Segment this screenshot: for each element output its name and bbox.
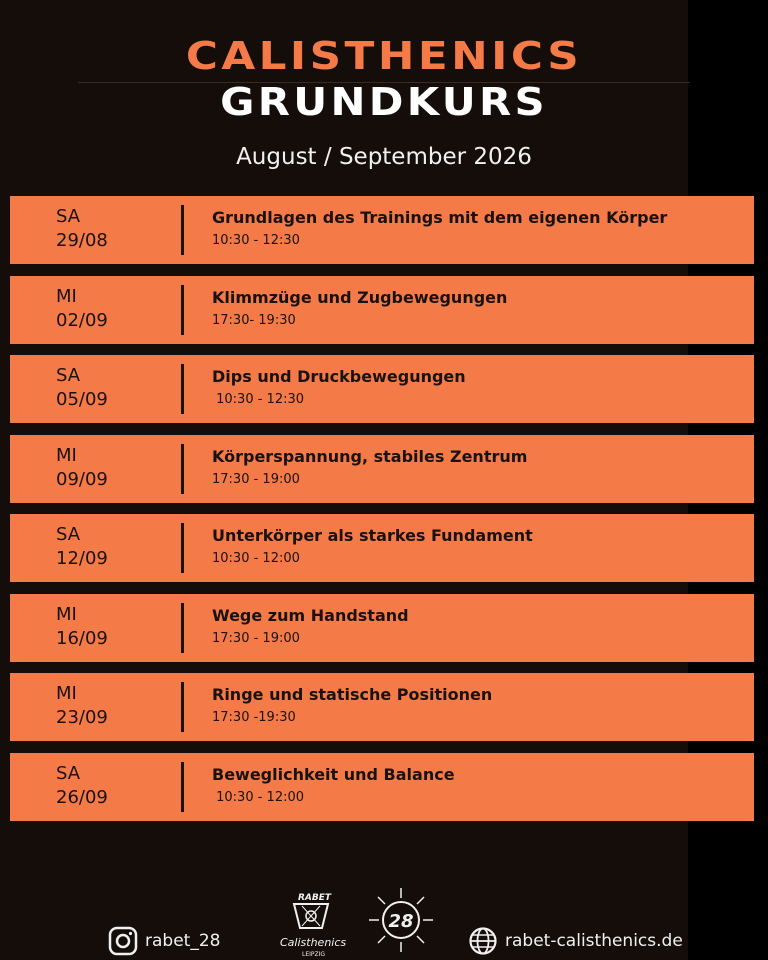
row-separator xyxy=(181,444,184,494)
session-topic: Dips und Druckbewegungen xyxy=(212,367,466,386)
subtitle: August / September 2026 xyxy=(236,144,532,170)
globe-icon[interactable] xyxy=(468,926,498,956)
session-date: 29/08 xyxy=(56,230,108,251)
session-date: 12/09 xyxy=(56,548,108,569)
session-time: 10:30 - 12:00 xyxy=(212,789,305,805)
session-day xyxy=(56,444,108,492)
sun-28-logo xyxy=(366,884,436,954)
schedule-row xyxy=(10,196,754,264)
session-weekday: SA xyxy=(56,365,81,386)
session-weekday: SA xyxy=(56,206,81,227)
schedule-row xyxy=(10,753,754,821)
row-separator xyxy=(181,523,184,573)
session-date: 09/09 xyxy=(56,468,108,490)
session-topic: Beweglichkeit und Balance xyxy=(212,764,455,784)
session-topic: Klimmzüge und Zugbewegungen xyxy=(212,287,508,307)
title-line-1: CALISTHENICS xyxy=(185,34,583,78)
session-weekday: MI xyxy=(56,285,77,307)
logo-rabet-text: RABET xyxy=(298,893,332,903)
session-weekday: MI xyxy=(56,444,77,466)
schedule-row xyxy=(10,276,754,344)
session-day xyxy=(56,205,108,253)
session-topic: Wege zum Handstand xyxy=(212,605,409,625)
session-time: 17:30 - 19:00 xyxy=(212,471,300,487)
session-weekday: MI xyxy=(56,603,77,625)
row-separator xyxy=(181,762,184,812)
row-separator xyxy=(181,364,184,414)
session-time: 17:30 -19:30 xyxy=(212,710,296,725)
schedule-row xyxy=(10,594,754,662)
website-link[interactable]: rabet-calisthenics.de xyxy=(505,931,683,951)
rabet-calisthenics-logo xyxy=(276,888,346,958)
session-topic: Körperspannung, stabiles Zentrum xyxy=(212,446,528,466)
row-separator xyxy=(181,682,184,732)
session-day xyxy=(56,285,108,333)
title-line-2: GRUNDKURS xyxy=(220,80,548,124)
session-day xyxy=(56,762,108,810)
session-topic: Grundlagen des Trainings mit dem eigenen Körper xyxy=(212,208,668,227)
instagram-icon[interactable] xyxy=(108,926,138,956)
session-day xyxy=(56,523,108,571)
row-separator xyxy=(181,603,184,653)
schedule-row xyxy=(10,355,754,423)
row-separator xyxy=(181,205,184,255)
session-topic: Unterkörper als starkes Fundament xyxy=(212,526,533,545)
schedule-row xyxy=(10,514,754,582)
schedule-row xyxy=(10,673,754,741)
row-separator xyxy=(181,285,184,335)
session-time: 10:30 - 12:00 xyxy=(212,551,300,566)
session-topic: Ringe und statische Positionen xyxy=(212,685,493,704)
session-day xyxy=(56,364,108,412)
session-date: 05/09 xyxy=(56,389,108,410)
session-weekday: MI xyxy=(56,683,77,704)
session-date: 26/09 xyxy=(56,786,108,808)
logo-script-text: Calisthenics xyxy=(280,936,346,949)
logo-city-text: LEIPZIG xyxy=(302,951,326,958)
session-day xyxy=(56,682,108,730)
logo-28-text: 28 xyxy=(388,911,414,932)
session-time: 17:30- 19:30 xyxy=(212,312,296,328)
session-day xyxy=(56,603,108,651)
session-time: 17:30 - 19:00 xyxy=(212,630,300,646)
session-weekday: SA xyxy=(56,524,81,545)
schedule-list xyxy=(10,196,754,832)
session-date: 23/09 xyxy=(56,707,108,728)
session-weekday: SA xyxy=(56,762,81,784)
schedule-row xyxy=(10,435,754,503)
instagram-handle[interactable]: rabet_28 xyxy=(145,931,221,951)
session-time: 10:30 - 12:30 xyxy=(212,392,305,407)
session-date: 16/09 xyxy=(56,627,108,649)
session-date: 02/09 xyxy=(56,309,108,331)
session-time: 10:30 - 12:30 xyxy=(212,233,300,248)
